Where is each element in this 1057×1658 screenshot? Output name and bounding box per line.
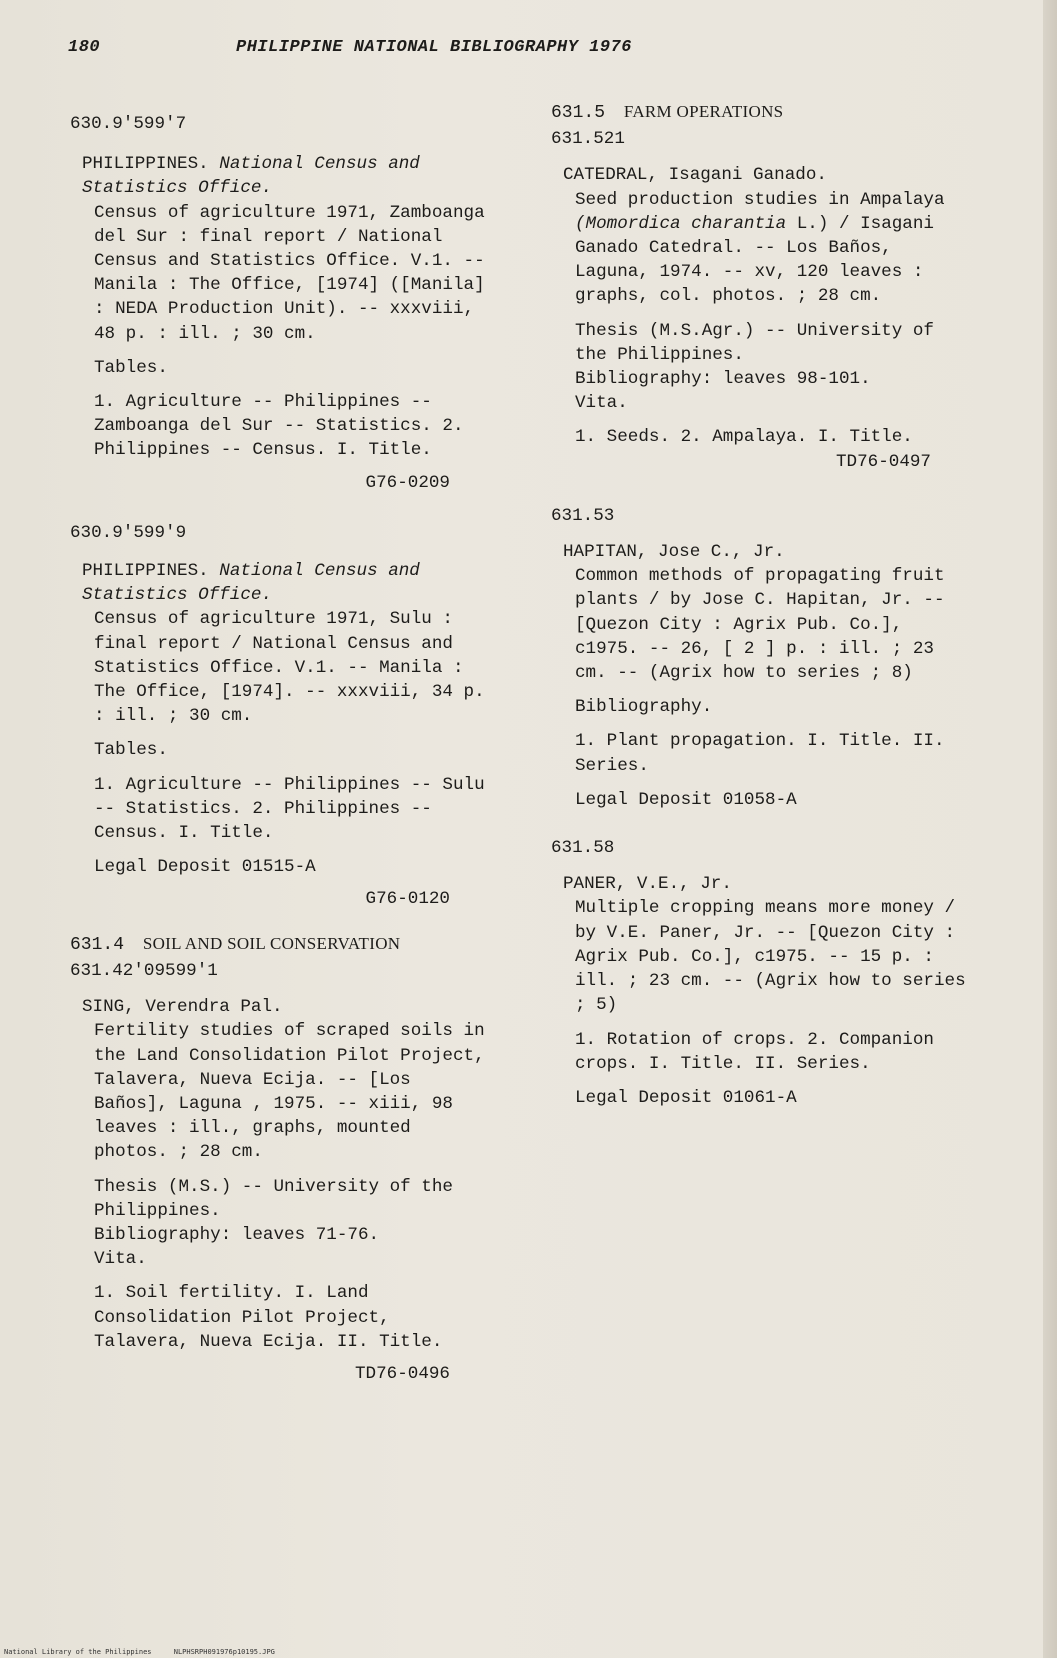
section-number: 631.4 (70, 934, 125, 955)
entry-author: PHILIPPINES. (82, 154, 209, 175)
class-number: 631.58 (551, 838, 615, 859)
entry-subjects: 1. Agriculture -- Philippines -- Sulu -- Statistics. 2. Philippines -- Census. I. Title. (94, 774, 485, 844)
footer-library: National Library of the Philippines (4, 1648, 152, 1656)
legal-deposit: Legal Deposit 01515-A (94, 857, 316, 878)
section-number: 631.5 (551, 103, 606, 123)
catalog-entry (70, 521, 490, 912)
section-title: FARM OPERATIONS (623, 102, 784, 121)
entry-main (70, 152, 490, 200)
entry-note: Thesis (M.S.) -- University of the Philippines. (94, 1176, 453, 1221)
entry-author: PANER, V.E., Jr. (563, 874, 732, 895)
page-number: 180 (68, 38, 101, 57)
entry-author: PHILIPPINES. (82, 561, 209, 582)
entry-author: CATEDRAL, Isagani Ganado. (563, 165, 827, 186)
class-number: 631.42'09599'1 (70, 960, 218, 981)
entry-body-text: Seed production studies in Ampalaya (575, 189, 945, 210)
entry-author: HAPITAN, Jose C., Jr. (563, 542, 785, 563)
entry-subjects: 1. Plant propagation. I. Title. II. Series. (575, 731, 945, 776)
class-number: 630.9'599'7 (70, 114, 187, 134)
section-heading (70, 932, 490, 957)
running-title: PHILIPPINE NATIONAL BIBLIOGRAPHY 1976 (236, 38, 632, 57)
entry-note: Vita. (94, 1249, 147, 1270)
entry-subjects: 1. Agriculture -- Philippines -- Zamboanga del Sur -- Statistics. 2. Philippines -- Census. I. Title. (94, 392, 464, 461)
entry-body: Multiple cropping means more money / by V.E. Paner, Jr. -- [Quezon City : Agrix Pub. Co.], c1975. -- 15 p. : ill. ; 23 cm. -- (Agrix how to series ; 5) (575, 898, 966, 1016)
section-title: SOIL AND SOIL CONSERVATION (142, 933, 401, 953)
catalog-entry (70, 112, 490, 495)
entry-note: Thesis (M.S.Agr.) -- University of the Philippines. (575, 320, 934, 365)
entry-body-species: (Momordica charantia (575, 213, 787, 234)
scan-footer (4, 1648, 293, 1656)
entry-author-corporate: National Census and Statistics Office. (82, 154, 420, 199)
entry-note: Bibliography: leaves 98-101. (575, 369, 871, 390)
footer-file: NLPHSRPH091976p10195.JPG (173, 1648, 275, 1656)
entry-note: Vita. (575, 393, 628, 414)
entry-note: Tables. (94, 357, 168, 378)
catalog-entry (551, 836, 971, 1110)
entry-note: Tables. (94, 740, 168, 761)
entry-subjects: 1. Rotation of crops. 2. Companion crops. I. Title. II. Series. (575, 1029, 934, 1074)
accession-number: G76-0209 (365, 472, 450, 493)
entry-body: Fertility studies of scraped soils in the Land Consolidation Pilot Project, Talavera, Nueva Ecija. -- [Los Baños], Laguna , 1975. -- xiii, 98 leaves : ill., graphs, mounted photos. ; 28 cm. (94, 1021, 485, 1163)
entry-body: Common methods of propagating fruit plants / by Jose C. Hapitan, Jr. -- [Quezon City : Agrix Pub. Co.], c1975. -- 26, [ 2 ] p. : ill. ; 23 cm. -- (Agrix how to series ; 8) (575, 566, 945, 684)
class-number: 630.9'599'9 (70, 522, 187, 543)
catalog-entry (551, 100, 971, 474)
right-column (551, 100, 971, 1110)
catalog-entry (70, 932, 490, 1386)
accession-number: TD76-0497 (835, 451, 931, 472)
page-edge (1043, 0, 1057, 1658)
entry-body: Census of agriculture 1971, Zamboanga del Sur : final report / National Census and Statistics Office. V.1. -- Manila : The Office, [1974] ([Manila] : NEDA Production Unit). -- xxxviii, 48 p. : ill. ; 30 cm. (94, 202, 485, 344)
accession-number: G76-0120 (365, 889, 450, 910)
entry-subjects: 1. Seeds. 2. Ampalaya. I. Title. (575, 427, 913, 448)
entry-body-text: L.) / Isagani Ganado Catedral. -- Los Baños, Laguna, 1974. -- xv, 120 leaves : graphs, col. photos. ; 28 cm. (575, 213, 934, 307)
legal-deposit: Legal Deposit 01061-A (575, 1087, 797, 1108)
entry-body: Census of agriculture 1971, Sulu : final report / National Census and Statistics Office. V.1. -- Manila : The Office, [1974]. -- xxxviii, 34 p. : ill. ; 30 cm. (94, 609, 485, 727)
class-number: 631.521 (551, 129, 625, 150)
entry-body (551, 188, 971, 309)
section-heading (551, 100, 971, 125)
class-number: 631.53 (551, 505, 615, 526)
entry-main (70, 559, 490, 607)
entry-author: SING, Verendra Pal. (82, 997, 283, 1018)
legal-deposit: Legal Deposit 01058-A (575, 789, 797, 810)
entry-note: Bibliography: leaves 71-76. (94, 1224, 380, 1245)
catalog-entry (551, 504, 971, 812)
entry-author-corporate: National Census and Statistics Office. (82, 561, 420, 606)
entry-note: Bibliography. (575, 697, 713, 718)
left-column (70, 112, 490, 1386)
entry-subjects: 1. Soil fertility. I. Land Consolidation Pilot Project, Talavera, Nueva Ecija. II. Title. (94, 1283, 443, 1352)
accession-number: TD76-0496 (354, 1363, 450, 1384)
